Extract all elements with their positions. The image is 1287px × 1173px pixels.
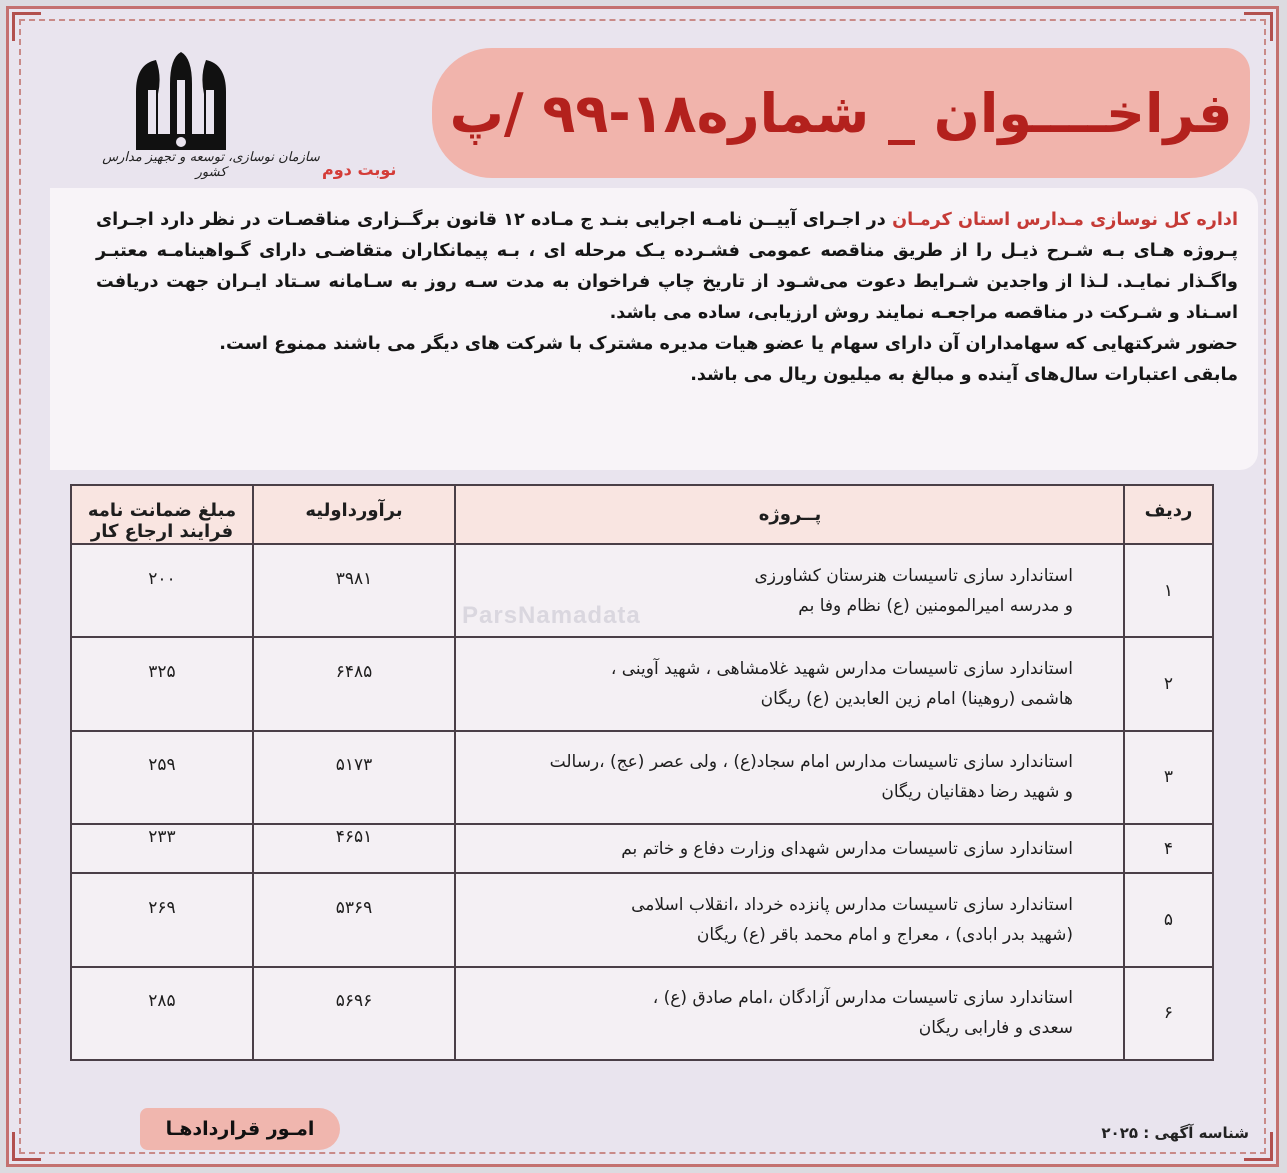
row-project	[455, 967, 1124, 1060]
organization-logo-icon	[128, 50, 234, 158]
project-line: استاندارد سازی تاسیسات هنرستان کشاورزی	[754, 565, 1073, 586]
project-line: سعدی و فارابی ریگان	[918, 1018, 1073, 1039]
estimate-value: ۶۴۸۵	[335, 661, 373, 682]
table-row	[71, 967, 1213, 1060]
intro-paragraph-3: مابقی اعتبارات سال‌های آینده و مبالغ به میلیون ریال می باشد.	[690, 365, 1238, 385]
row-project	[455, 824, 1124, 874]
tender-table	[70, 484, 1214, 1061]
bond-value: ۳۲۵	[148, 661, 176, 682]
header-index: ردیف	[1124, 485, 1213, 544]
project-line: هاشمی (روهینا) امام زین العابدین (ع) ریگان	[760, 688, 1073, 709]
row-index: ۵	[1124, 873, 1213, 966]
estimate-value: ۵۶۹۶	[335, 991, 373, 1012]
organization-name: سازمان نوسازی، توسعه و تجهیز مدارس کشور	[102, 150, 320, 180]
project-line: استاندارد سازی تاسیسات مدارس شهدای وزارت دفاع و خاتم بم	[621, 838, 1073, 859]
project-line: استاندارد سازی تاسیسات مدارس امام سجاد(ع) ، ولی عصر (عج) ،رسالت	[549, 752, 1073, 773]
row-estimate	[253, 731, 455, 824]
round-label: نوبت دوم	[322, 160, 397, 179]
row-index: ۳	[1124, 731, 1213, 824]
row-index: ۴	[1124, 824, 1213, 874]
row-bond	[71, 873, 253, 966]
table-row	[71, 637, 1213, 730]
corner-ornament	[12, 12, 41, 41]
bond-value: ۲۵۹	[148, 755, 176, 776]
bond-value: ۲۰۰	[148, 568, 176, 589]
table-header-row	[71, 485, 1213, 544]
footer-tag-label: امـور قراردادهـا	[165, 1118, 315, 1140]
page-title: فراخــــوان _ شماره۱۸-۹۹ /پ	[449, 81, 1233, 145]
title-banner	[432, 48, 1250, 178]
row-index: ۱	[1124, 544, 1213, 637]
intro-paragraph-1	[96, 205, 1238, 329]
row-bond	[71, 824, 253, 874]
corner-ornament	[1244, 12, 1273, 41]
project-line: و مدرسه امیرالمومنین (ع) نظام وفا بم	[798, 595, 1073, 616]
row-index: ۲	[1124, 637, 1213, 730]
project-line: و شهید رضا دهقانیان ریگان	[881, 782, 1073, 803]
header-estimate: برآورداولیه	[253, 485, 455, 544]
estimate-value: ۳۹۸۱	[335, 568, 373, 589]
estimate-value: ۵۱۷۳	[335, 755, 373, 776]
table-row	[71, 873, 1213, 966]
row-bond	[71, 967, 253, 1060]
estimate-value: ۵۳۶۹	[335, 898, 373, 919]
bond-value: ۲۶۹	[148, 898, 176, 919]
row-bond	[71, 731, 253, 824]
watermark-text: ParsNamadata	[462, 602, 641, 629]
row-project	[455, 637, 1124, 730]
row-estimate	[253, 824, 455, 874]
table-row	[71, 731, 1213, 824]
ad-identifier: شناسه آگهی : ۲۰۲۵	[1101, 1124, 1249, 1142]
project-line: استاندارد سازی تاسیسات مدارس پانزده خرداد ،انقلاب اسلامی	[631, 895, 1073, 916]
project-line: (شهید بدر ابادی) ، معراج و امام محمد باقر (ع) ریگان	[696, 925, 1073, 946]
intro-paragraph-1-body: در اجـرای آییــن نامـه اجرایی بنـد ج مـاده ۱۲ قانون برگــزاری مناقصـات در نظر دارد اجـرای پـروژه هـای بـه شـرح ذیـل را از طریق مناقصه عمومی فشـرده یـک مرحله ای ، بـه پیمانکاران متقاضـی دارای گـواهینامـه معتبـر واگـذار نمایـد. لـذا از واجدین شـرایط دعوت می‌شـود از تاریخ چاپ فراخوان به مدت سـه روز به سـامانه سـتاد ایـران جهت دریافت اسـناد و شـرکت در مناقصه مراجعـه نمایند روش ارزیابی، ساده می باشد.	[96, 210, 1238, 323]
estimate-value: ۴۶۵۱	[335, 826, 373, 847]
row-estimate	[253, 637, 455, 730]
bond-value: ۲۸۵	[148, 991, 176, 1012]
bond-value: ۲۳۳	[148, 826, 176, 847]
table-row	[71, 824, 1213, 874]
row-project	[455, 873, 1124, 966]
row-estimate	[253, 544, 455, 637]
row-bond	[71, 637, 253, 730]
corner-ornament	[12, 1132, 41, 1161]
footer-tag	[140, 1108, 340, 1150]
organization-highlight: اداره کل نوسازی مـدارس استان کرمـان	[892, 210, 1238, 230]
table-row	[71, 544, 1213, 637]
project-line: استاندارد سازی تاسیسات مدارس آزادگان ،امام صادق (ع) ،	[652, 988, 1073, 1009]
intro-text	[96, 205, 1238, 391]
row-estimate	[253, 873, 455, 966]
project-line: استاندارد سازی تاسیسات مدارس شهید غلامشاهی ، شهید آوینی ،	[610, 658, 1073, 679]
row-project	[455, 731, 1124, 824]
header-project: پــروژه	[455, 485, 1124, 544]
row-index: ۶	[1124, 967, 1213, 1060]
row-estimate	[253, 967, 455, 1060]
row-bond	[71, 544, 253, 637]
intro-paragraph-2: حضور شرکتهایی که سهامداران آن دارای سهام یا عضو هیات مدیره مشترک با شرکت های دیگر می باشند ممنوع است.	[219, 334, 1238, 354]
header-bond: مبلغ ضمانت نامه فرایند ارجاع کار	[71, 485, 253, 544]
